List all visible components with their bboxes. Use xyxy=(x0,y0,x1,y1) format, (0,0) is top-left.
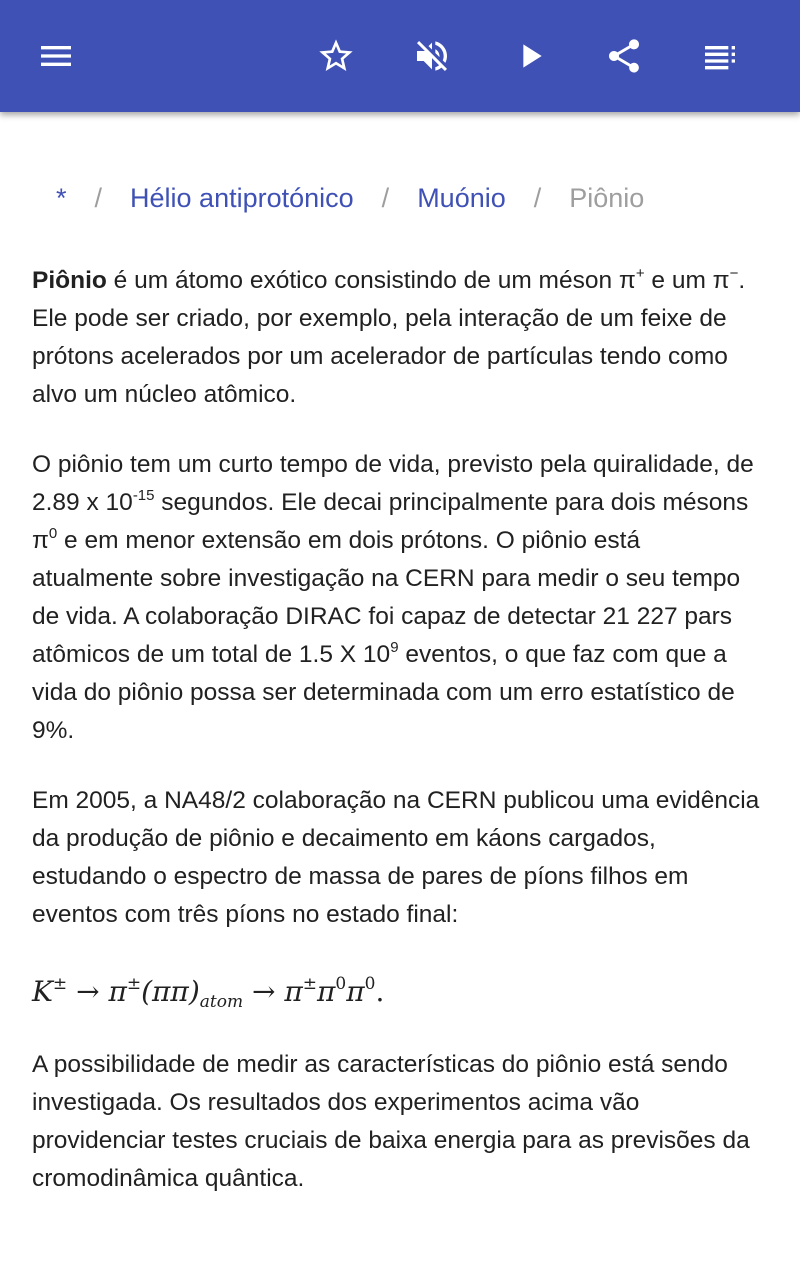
formula-pion: π xyxy=(346,975,365,1008)
formula-pion: π xyxy=(108,975,127,1008)
breadcrumb-home-link[interactable]: * xyxy=(56,183,67,213)
formula-period: . xyxy=(375,975,385,1008)
breadcrumb-separator: / xyxy=(94,183,103,213)
superscript: − xyxy=(729,265,739,282)
formula-subscript: atom xyxy=(199,992,244,1012)
menu-button[interactable] xyxy=(32,32,80,80)
superscript: 0 xyxy=(48,525,58,542)
breadcrumb-current: Piônio xyxy=(569,183,645,213)
formula-pionium: (ππ) xyxy=(141,975,200,1008)
play-button[interactable] xyxy=(506,32,554,80)
text-span: segundos. Ele decai principalmente para dois mésons π xyxy=(32,489,749,554)
superscript: + xyxy=(635,265,645,282)
breadcrumb-link-muonio[interactable]: Muónio xyxy=(417,183,506,213)
star-icon xyxy=(316,36,356,76)
article-paragraph-3: Em 2005, a NA48/2 colaboração na CERN publicou uma evidência da produção de piônio e decaimento em káons cargados, estudando o espectro de massa de pares de píons filhos em eventos com três píons no estado final: xyxy=(32,787,760,928)
share-icon xyxy=(604,36,644,76)
formula-charge: ± xyxy=(302,974,317,994)
text-span: e um π xyxy=(644,267,730,294)
formula-pion: π xyxy=(284,975,303,1008)
bookmark-button[interactable] xyxy=(312,32,360,80)
formula-charge: ± xyxy=(126,974,142,994)
formula-charge: ± xyxy=(52,974,68,994)
text-span: . Ele pode ser criado, por exemplo, pela interação de um feixe de prótons acelerados por um acelerador de partículas tendo como alvo um núcleo atômico. xyxy=(32,267,746,408)
share-button[interactable] xyxy=(600,32,648,80)
breadcrumb-link-helio-antiprotonico[interactable]: Hélio antiprotónico xyxy=(130,183,354,213)
mute-button[interactable] xyxy=(408,32,456,80)
article-term: Piônio xyxy=(32,267,107,294)
formula-pion: π xyxy=(317,975,336,1008)
formula-kaon: K xyxy=(32,975,53,1008)
formula-arrow: → xyxy=(67,975,109,1008)
text-span: O piônio tem um curto tempo de vida, previsto pela quiralidade, de 2.89 x 10 xyxy=(32,451,754,516)
playlist-icon xyxy=(700,36,740,76)
contents-button[interactable] xyxy=(696,32,744,80)
formula-charge: 0 xyxy=(335,974,347,994)
menu-icon xyxy=(36,36,76,76)
superscript: 9 xyxy=(390,639,399,656)
decay-formula xyxy=(32,966,768,1012)
text-span: e em menor extensão em dois prótons. O piônio está atualmente sobre investigação na CERN para medir o seu tempo de vida. A colaboração DIRAC foi capaz de detectar 21 227 pars atômicos de um total de 1.5 X 10 xyxy=(32,527,741,668)
article-paragraph-1 xyxy=(32,262,768,414)
text-span: é um átomo exótico consistindo de um méson π xyxy=(106,267,636,294)
article-paragraph-2 xyxy=(32,446,768,750)
article-paragraph-4: A possibilidade de medir as características do piônio está sendo investigada. Os resultados dos experimentos acima vão providenciar testes cruciais de baixa energia para as previsões da cromodinâmica quântica. xyxy=(32,1051,750,1192)
breadcrumb-separator: / xyxy=(533,183,542,213)
text-span: eventos, o que faz com que a vida do piônio possa ser determinada com um erro estatístico de 9%. xyxy=(32,641,735,744)
play-icon xyxy=(510,36,550,76)
volume-off-icon xyxy=(412,36,452,76)
superscript: -15 xyxy=(132,487,155,504)
article-content xyxy=(32,262,768,1230)
breadcrumb-separator: / xyxy=(381,183,390,213)
app-bar xyxy=(0,0,800,112)
breadcrumb xyxy=(56,178,644,218)
formula-charge: 0 xyxy=(364,974,376,994)
formula-arrow: → xyxy=(243,975,285,1008)
